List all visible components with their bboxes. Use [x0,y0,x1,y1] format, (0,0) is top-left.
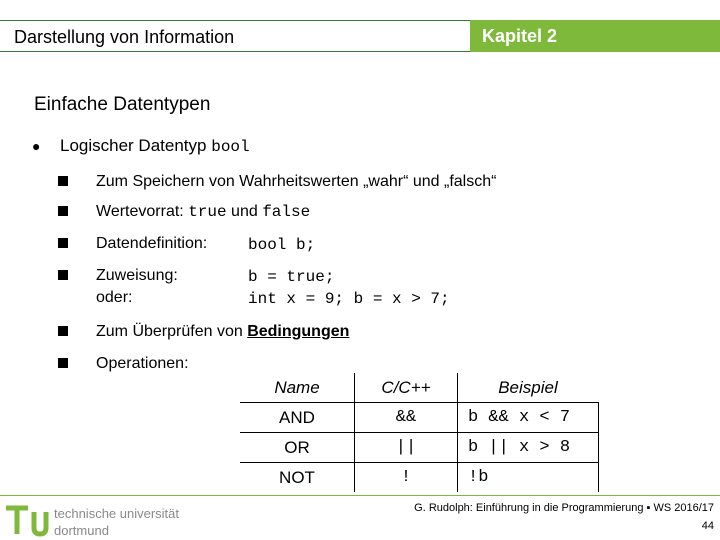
footer-divider [0,495,720,496]
range-true-code: true [188,203,227,221]
or-label: oder: [96,289,133,306]
logo-text-line2: dortmund [54,523,109,538]
assignment-label: Zuweisung: [96,267,178,284]
square-bullet-icon [58,238,68,248]
item-purpose-text: Zum Speichern von Wahrheitswerten „wahr“ und „falsch“ [96,173,497,190]
range-false-code: false [262,203,311,221]
table-header-name: Name [240,373,355,403]
table-row [240,463,598,493]
table-row [240,403,598,433]
tu-dortmund-logo [2,500,202,540]
definition-label: Datendefinition: [96,235,208,252]
table-cell-operator: || [355,433,458,463]
table-header-cpp: C/C++ [355,373,458,403]
table-cell-name: OR [240,433,355,463]
table-row [240,433,598,463]
bullet-code: bool [211,138,250,156]
square-bullet-icon [58,358,68,368]
section-title: Einfache Datentypen [34,94,211,115]
check-emphasis: Bedingungen [247,323,350,340]
tu-logo-icon [6,508,46,534]
footer-credit: G. Rudolph: Einführung in die Programmierung ▪ WS 2016/17 [414,502,714,514]
definition-code: bool b; [248,236,316,254]
logo-text-line1: technische universität [54,506,180,521]
chapter-box [470,20,720,52]
operations-label: Operationen: [96,355,189,372]
table-cell-operator: && [355,403,458,433]
check-prefix: Zum Überprüfen von [96,323,243,340]
table-header-example: Beispiel [458,373,599,403]
slide-header-title: Darstellung von Information [14,27,235,47]
table-cell-example: b && x < 7 [458,403,599,433]
table-header-row [240,373,598,403]
table-cell-example: b || x > 8 [458,433,599,463]
chapter-label: Kapitel 2 [482,26,558,46]
or-code: int x = 9; b = x > 7; [248,290,450,308]
bullet-dot-icon: ● [32,138,41,154]
bullet-text: Logischer Datentyp [60,136,207,155]
table-cell-name: NOT [240,463,355,493]
range-prefix: Wertevorrat: [96,203,184,220]
assignment-code: b = true; [248,268,335,286]
square-bullet-icon [58,176,68,186]
square-bullet-icon [58,270,68,280]
operations-table [240,373,599,492]
table-cell-example: !b [458,463,599,493]
square-bullet-icon [58,326,68,336]
square-bullet-icon [58,206,68,216]
header-bar [0,20,470,52]
page-number: 44 [701,520,714,532]
table-cell-operator: ! [355,463,458,493]
table-cell-name: AND [240,403,355,433]
range-and: und [231,203,258,220]
